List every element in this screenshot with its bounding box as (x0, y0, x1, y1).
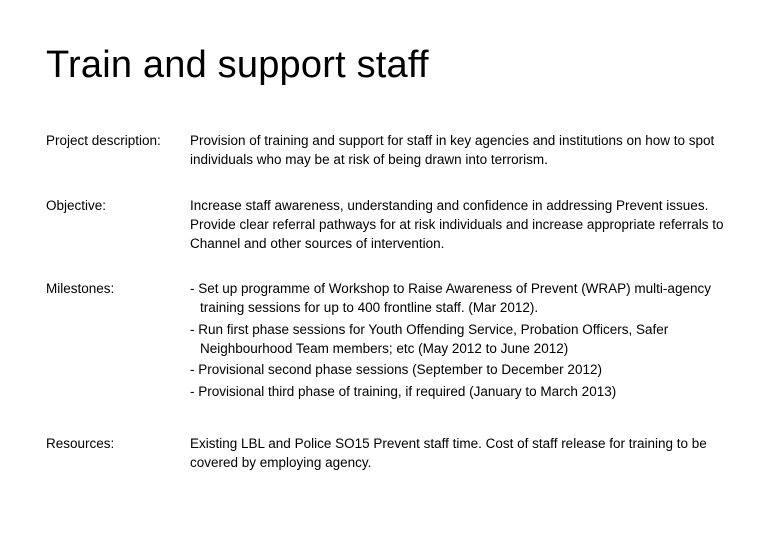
milestone-item: - Run first phase sessions for Youth Offending Service, Probation Officers, Safer Neighbourhood Team members; etc (May 2012 to June 2012) (190, 321, 669, 356)
milestone-item: - Provisional second phase sessions (September to December 2012) (190, 362, 602, 377)
milestones-list (190, 279, 740, 403)
row-value: Provision of training and support for staff in key agencies and institutions on how to spot individuals who may be at risk of being drawn into terrorism. (190, 133, 715, 167)
milestone-item: - Set up programme of Workshop to Raise Awareness of Prevent (WRAP) multi-agency training sessions for up to 400 frontline staff. (Mar 2012). (190, 281, 711, 315)
row-label: Milestones: (46, 281, 115, 296)
slide-title: Train and support staff (46, 44, 429, 86)
row-label: Project description: (46, 133, 161, 148)
row-label: Objective: (46, 198, 107, 213)
row-value: Increase staff awareness, understanding and confidence in addressing Prevent issues. Provide clear referral pathways for at risk individuals and increase appropriate referrals to Channel and other sources of intervention. (190, 198, 724, 251)
row-value: Existing LBL and Police SO15 Prevent staff time. Cost of staff release for training to be covered by employing agency. (190, 436, 707, 470)
row-label: Resources: (46, 436, 115, 451)
milestone-item: - Provisional third phase of training, if required (January to March 2013) (190, 383, 617, 399)
